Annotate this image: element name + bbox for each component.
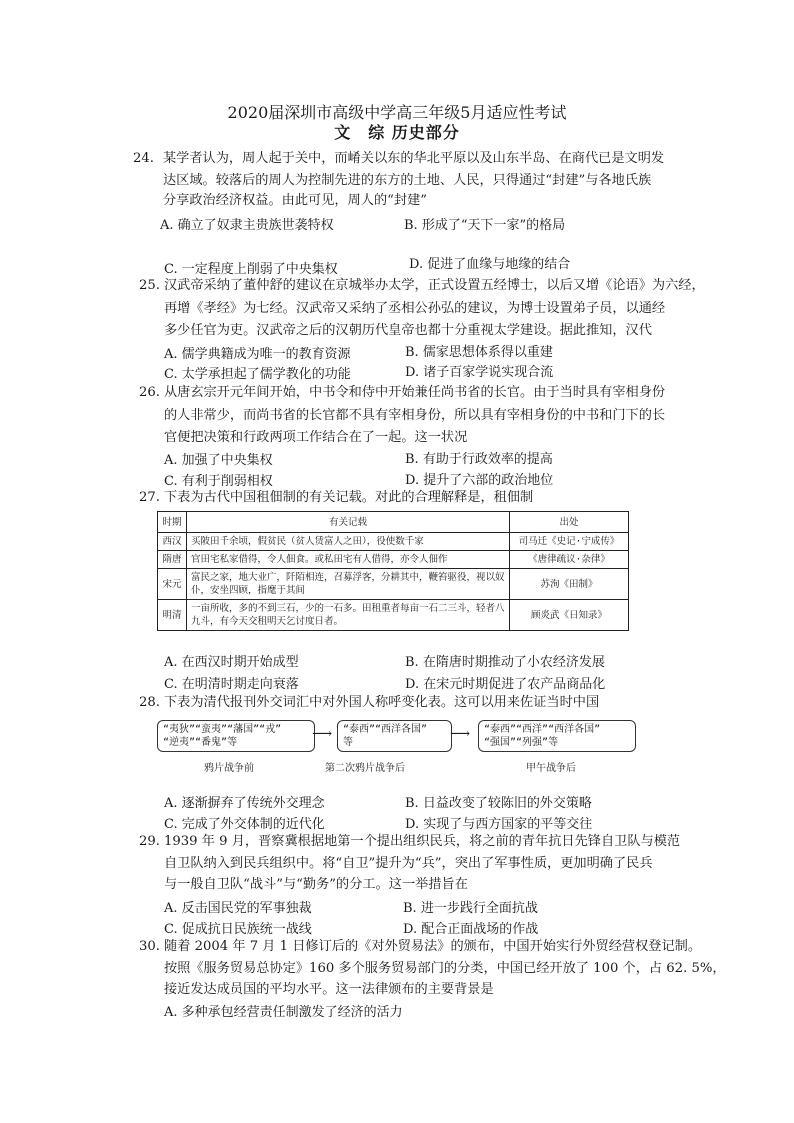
option-b: B. 在隋唐时期推动了小农经济发展	[405, 655, 605, 670]
flow-box-line: “夷狄”“蛮夷”“藩国”“戎”	[163, 724, 282, 735]
source-cell: 司马迁《史记·宁成传》	[510, 533, 629, 551]
table-row	[158, 533, 629, 551]
question-text-line: 分享政治经济权益。由此可见，周人的“封建”	[163, 193, 428, 208]
option-a: A. 加强了中央集权	[164, 453, 273, 468]
question-text-line: 随着 2004 年 7 月 1 日修订后的《对外贸易法》的颁布，中国开始实行外贸经营权登记制。	[164, 939, 702, 954]
table-row	[158, 569, 629, 600]
flow-caption: 甲午战争后	[526, 763, 576, 774]
era-cell: 隋唐	[158, 551, 187, 569]
option-c: C. 有利于削弱相权	[164, 474, 273, 489]
table-header-cell: 时期	[158, 512, 187, 533]
era-cell: 宋元	[158, 569, 187, 600]
option-a: A. 反击国民党的军事独裁	[164, 901, 312, 916]
option-b: B. 形成了“天下一家”的格局	[404, 218, 566, 233]
tenancy-records-table	[157, 511, 629, 631]
flow-box-after-second-opium-war	[337, 720, 452, 752]
question-text-line: 的人非常少，而尚书省的长官都不具有宰相身份，所以具有宰相身份的中书和门下的长	[164, 408, 666, 423]
option-a: A. 在西汉时期开始成型	[164, 655, 299, 670]
question-number: 29.	[139, 834, 160, 849]
page-title: 2020届深圳市高级中学高三年级5月适应性考试	[227, 103, 567, 122]
question-text-line: 汉武帝采纳了董仲舒的建议在京城举办太学，正式设置五经博士，以后又增《论语》为六经，	[164, 278, 705, 293]
option-d: D. 提升了六部的政治地位	[405, 473, 554, 488]
table-row	[158, 600, 629, 631]
option-d: D. 在宋元时期促进了农产品商品化	[405, 677, 606, 692]
flow-box-line: “泰西”“西洋”“西洋各国”	[484, 724, 601, 735]
question-text-line: 1939 年 9 月，晋察冀根据地第一个提出组织民兵，将之前的青年抗日先锋自卫队与模范	[164, 834, 681, 849]
question-text-line: 官便把决策和行政两项工作结合在了一起。这一状况	[164, 430, 468, 445]
flow-box-line: “泰西”“西洋各国”	[343, 724, 428, 735]
table-row	[158, 551, 629, 569]
option-b: B. 儒家思想体系得以重建	[405, 345, 553, 360]
record-cell: 一亩所收，多的不到三石，少的一石多。田租重者每亩一石二三斗，轻者八九斗，有今天交租明天乞讨度日者。	[187, 600, 510, 631]
option-d: D. 配合正面战场的作战	[403, 922, 539, 937]
option-b: B. 日益改变了较陈旧的外交策略	[405, 796, 592, 811]
record-cell: 富民之家，地大业广，阡陌相连，召募浮客，分耕其中，鞭笞驱役，视以奴仆，安坐四顾，指麾于其间	[187, 569, 510, 600]
question-text-line: 下表为清代报刊外交词汇中对外国人称呼变化表。这可以用来佐证当时中国	[164, 695, 600, 710]
question-number: 26.	[139, 385, 160, 400]
record-cell: 买陂田千余顷，假贫民（贫人赁富人之田），役使数千家	[187, 533, 510, 551]
option-a: A. 确立了奴隶主贵族世袭特权	[160, 218, 334, 233]
source-cell: 苏洵《田制》	[510, 569, 629, 600]
option-a: A. 儒学典籍成为唯一的教育资源	[164, 347, 351, 362]
option-c: C. 在明清时期走向衰落	[164, 677, 299, 692]
flow-caption: 鸦片战争前	[204, 763, 254, 774]
question-text-line: 再增《孝经》为七经。汉武帝又采纳了丞相公孙弘的建议，为博士设置弟子员，以通经	[164, 301, 666, 316]
option-c: C. 太学承担起了儒学教化的功能	[164, 367, 351, 382]
flow-box-before-opium-war	[157, 720, 315, 752]
option-c: C. 一定程度上削弱了中央集权	[164, 262, 338, 277]
question-number: 27.	[139, 490, 160, 505]
arrow-icon: ⟶	[312, 726, 333, 742]
question-number: 24.	[133, 151, 154, 166]
question-number: 28.	[139, 695, 160, 710]
flow-box-line: “强国”“列强”等	[484, 737, 559, 748]
arrow-icon: ⟶	[450, 726, 471, 742]
record-cell: 官田宅私家借得，令人佃食。或私田宅有人借得，亦令人佃作	[187, 551, 510, 569]
table-header-row	[158, 512, 629, 533]
question-number: 25.	[139, 278, 160, 293]
option-d: D. 诸子百家学说实现合流	[405, 365, 554, 380]
question-text-line: 接近发达成员国的平均水平。这一法律颁布的主要背景是	[164, 982, 494, 997]
question-text-line: 按照《服务贸易总协定》160 多个服务贸易部门的分类，中国已经开放了 100 个，占 62. 5%，	[164, 961, 726, 976]
source-cell: 顾炎武《日知录》	[510, 600, 629, 631]
table-header-cell: 出处	[510, 512, 629, 533]
source-cell: 《唐律疏议·杂律》	[510, 551, 629, 569]
flow-box-after-sino-japanese-war	[478, 720, 636, 752]
option-b: B. 有助于行政效率的提高	[405, 452, 553, 467]
flow-caption: 第二次鸦片战争后	[325, 763, 405, 774]
question-text-line: 与一般自卫队“战斗”与“勤务”的分工。这一举措旨在	[164, 877, 468, 892]
option-d: D. 促进了血缘与地缘的结合	[409, 257, 571, 272]
question-text-line: 某学者认为，周人起于关中，而崤关以东的华北平原以及山东半岛、在商代已是文明发	[163, 151, 665, 166]
era-cell: 西汉	[158, 533, 187, 551]
option-c: C. 促成抗日民族统一战线	[164, 922, 312, 937]
question-text-line: 多少任官为吏。汉武帝之后的汉朝历代皇帝也都十分重视太学建设。据此推知，汉代	[164, 323, 652, 338]
option-c: C. 完成了外交体制的近代化	[164, 817, 325, 832]
flow-box-line: 等	[343, 737, 353, 748]
question-text-line: 从唐玄宗开元年间开始，中书令和侍中开始兼任尚书省的长官。由于当时具有宰相身份	[164, 385, 666, 400]
question-text-line: 自卫队纳入到民兵组织中。将“自卫”提升为“兵”，突出了军事性质，更加明确了民兵	[164, 856, 653, 871]
question-text-line: 下表为古代中国租佃制的有关记载。对此的合理解释是，租佃制	[164, 490, 534, 505]
question-number: 30.	[139, 939, 160, 954]
option-b: B. 进一步践行全面抗战	[403, 901, 538, 916]
page-subtitle: 文 综 历史部分	[334, 123, 460, 142]
flow-box-line: “逆夷”“番鬼”等	[163, 737, 238, 748]
option-a: A. 多种承包经营责任制激发了经济的活力	[164, 1005, 403, 1020]
era-cell: 明清	[158, 600, 187, 631]
option-d: D. 实现了与西方国家的平等交往	[405, 817, 593, 832]
table-header-cell: 有关记载	[187, 512, 510, 533]
option-a: A. 逐渐摒弃了传统外交理念	[164, 796, 325, 811]
question-text-line: 达区域。较落后的周人为控制先进的东方的土地、人民，只得通过“封建”与各地氏族	[163, 173, 652, 188]
